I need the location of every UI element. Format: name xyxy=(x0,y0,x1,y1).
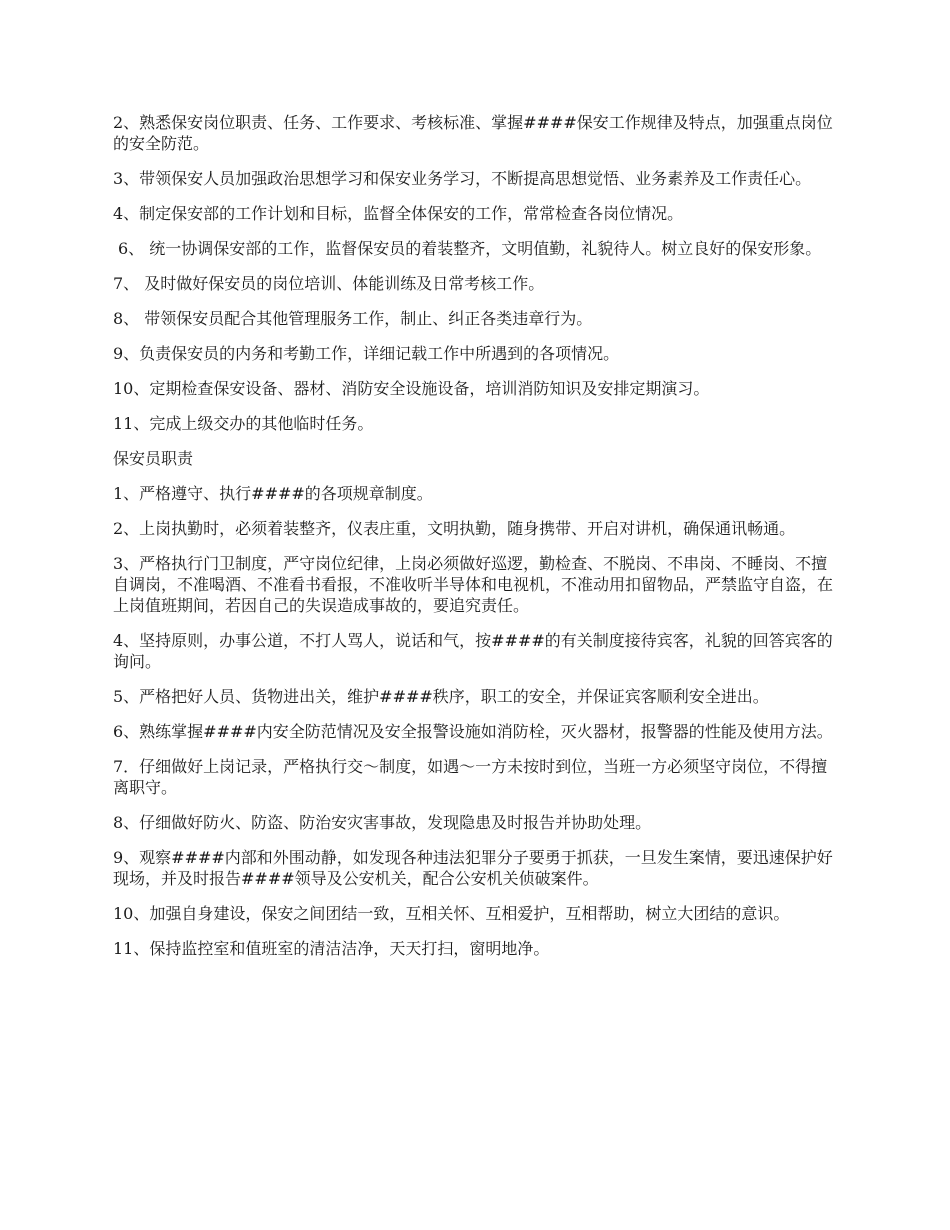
paragraph-guard-6: 6、熟练掌握####内安全防范情况及安全报警设施如消防栓，灭火器材，报警器的性能及使用方法。 xyxy=(113,722,833,741)
paragraph-guard-11: 11、保持监控室和值班室的清洁洁净，天天打扫，窗明地净。 xyxy=(113,939,550,958)
paragraph-guard-10: 10、加强自身建设，保安之间团结一致，互相关怀、互相爱护，互相帮助，树立大团结的意识。 xyxy=(113,904,790,923)
paragraph-guard-3: 3、严格执行门卫制度，严守岗位纪律，上岗必须做好巡逻，勤检查、不脱岗、不串岗、不睡岗、不擅自调岗，不准喝酒、不准看书看报，不准收听半导体和电视机，不准动用扣留物品，严禁监守自盗，在上岗值班期间，若因自己的失误造成事故的，要追究责任。 xyxy=(113,554,834,615)
paragraph-duty-10: 10、定期检查保安设备、器材、消防安全设施设备，培训消防知识及安排定期演习。 xyxy=(113,379,710,398)
section-heading-guard-duties: 保安员职责 xyxy=(113,449,194,468)
paragraph-duty-7: 7、 及时做好保安员的岗位培训、体能训练及日常考核工作。 xyxy=(113,274,545,293)
paragraph-duty-8: 8、 带领保安员配合其他管理服务工作，制止、纠正各类违章行为。 xyxy=(113,309,593,328)
paragraph-guard-5: 5、严格把好人员、货物进出关，维护####秩序，职工的安全，并保证宾客顺利安全进出。 xyxy=(113,687,769,706)
paragraph-guard-7: 7．仔细做好上岗记录，严格执行交～制度，如遇～一方未按时到位，当班一方必须坚守岗位，不得擅离职守。 xyxy=(113,757,828,797)
paragraph-duty-11: 11、完成上级交办的其他临时任务。 xyxy=(113,414,374,433)
paragraph-guard-1: 1、严格遵守、执行####的各项规章制度。 xyxy=(113,484,433,503)
paragraph-duty-9: 9、负责保安员的内务和考勤工作，详细记载工作中所遇到的各项情况。 xyxy=(113,344,620,363)
paragraph-guard-2: 2、上岗执勤时，必须着装整齐，仪表庄重，文明执勤，随身携带、开启对讲机，确保通讯畅通。 xyxy=(113,519,796,538)
paragraph-guard-4: 4、坚持原则，办事公道，不打人骂人，说话和气，按####的有关制度接待宾客，礼貌的回答宾客的询问。 xyxy=(113,631,833,671)
paragraph-duty-4: 4、制定保安部的工作计划和目标，监督全体保安的工作，常常检查各岗位情况。 xyxy=(113,204,684,223)
paragraph-duty-3: 3、带领保安人员加强政治思想学习和保安业务学习，不断提高思想觉悟、业务素养及工作责任心。 xyxy=(113,169,812,188)
paragraph-duty-6: 6、 统一协调保安部的工作，监督保安员的着装整齐，文明值勤，礼貌待人。树立良好的保安形象。 xyxy=(118,239,822,258)
paragraph-duty-2: 2、熟悉保安岗位职责、任务、工作要求、考核标准、掌握####保安工作规律及特点，加强重点岗位的安全防范。 xyxy=(113,113,833,153)
paragraph-guard-9: 9、观察####内部和外围动静，如发现各种违法犯罪分子要勇于抓获，一旦发生案情，要迅速保护好现场，并及时报告####领导及公安机关，配合公安机关侦破案件。 xyxy=(113,848,833,888)
document-page xyxy=(113,112,843,973)
paragraph-guard-8: 8、仔细做好防火、防盗、防治安灾害事故，发现隐患及时报告并协助处理。 xyxy=(113,813,652,832)
